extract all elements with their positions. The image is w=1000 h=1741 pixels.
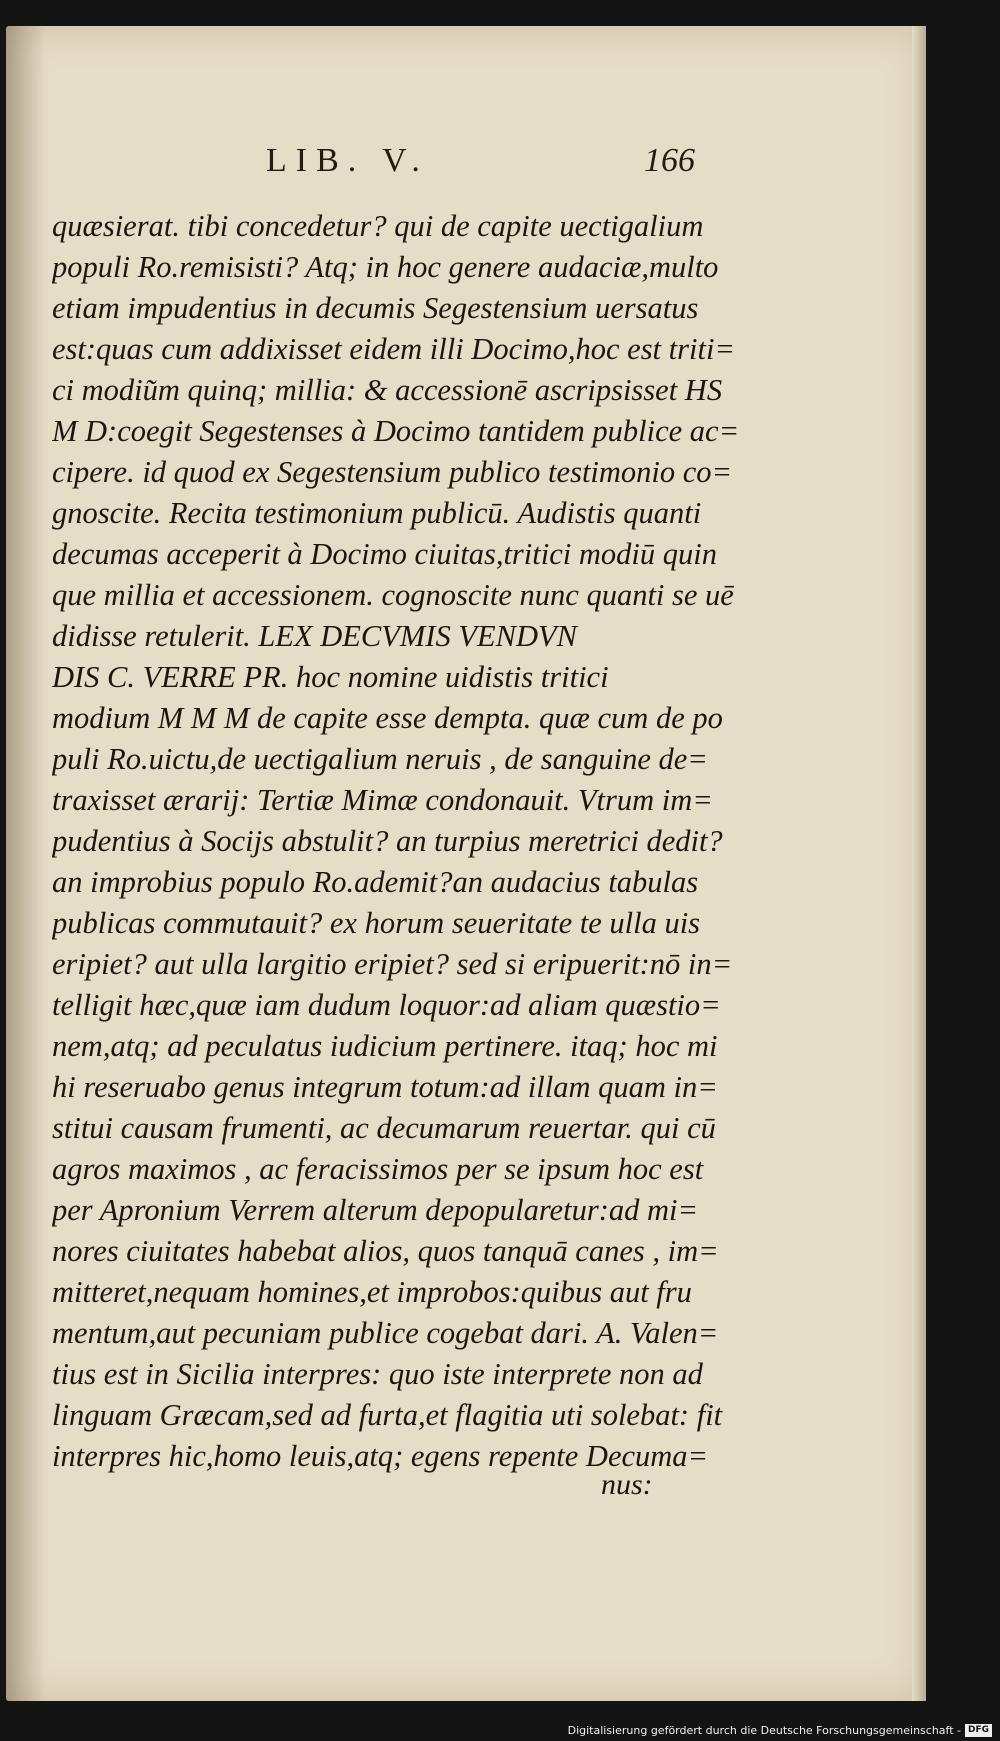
text-line: publicas commutauit? ex horum seueritate te ulla uis [52, 906, 701, 940]
body-text [52, 206, 872, 1477]
text-line: ci modiu͂m quinq; millia: & accessionē ascripsisset HS [52, 373, 723, 407]
page-edge [912, 26, 926, 1701]
text-line: decumas acceperit à Docimo ciuitas,tritici modiū quin [52, 537, 717, 571]
text-line: telligit hæc,quæ iam dudum loquor:ad aliam quæstio= [52, 988, 721, 1022]
text-line: interpres hic,homo leuis,atq; egens repente Decuma= [52, 1439, 709, 1473]
text-line: M D:coegit Segestenses à Docimo tantidem publice ac= [52, 414, 740, 448]
text-line: est:quas cum addixisset eidem illi Docimo,hoc est triti= [52, 332, 736, 366]
text-line: modium M M M de capite esse dempta. quæ cum de po [52, 701, 723, 735]
text-line: didisse retulerit. LEX DECVMIS VENDVN [52, 619, 577, 653]
digitization-credit [568, 1724, 992, 1737]
text-line: nores ciuitates habebat alios, quos tanquā canes , im= [52, 1234, 719, 1268]
text-line: stitui causam frumenti, ac decumarum reuertar. qui cū [52, 1111, 716, 1145]
text-line: nem,atq; ad peculatus iudicium pertinere. itaq; hoc mi [52, 1029, 718, 1063]
catchword: nus: [601, 1468, 653, 1501]
text-line: puli Ro.uictu,de uectigalium neruis , de sanguine de= [52, 742, 708, 776]
text-line: gnoscite. Recita testimonium publicū. Audistis quanti [52, 496, 702, 530]
text-line: etiam impudentius in decumis Segestensium uersatus [52, 291, 699, 325]
text-line: DIS C. VERRE PR. hoc nomine uidistis tritici [52, 660, 609, 694]
text-line: an improbius populo Ro.ademit?an audacius tabulas [52, 865, 699, 899]
text-line: per Apronium Verrem alterum depopularetur:ad mi= [52, 1193, 699, 1227]
spine-shadow [6, 26, 46, 1701]
text-line: populi Ro.remisisti? Atq; in hoc genere audaciæ,multo [52, 250, 719, 284]
text-line: tius est in Sicilia interpres: quo iste interprete non ad [52, 1357, 703, 1391]
page-header [46, 142, 896, 196]
text-line: traxisset ærarij: Tertiæ Mimæ condonauit. Vtrum im= [52, 783, 713, 817]
text-line: mitteret,nequam homines,et improbos:quibus aut fru [52, 1275, 692, 1309]
text-line: que millia et accessionem. cognoscite nunc quanti se uē [52, 578, 734, 612]
text-line: hi reseruabo genus integrum totum:ad illam quam in= [52, 1070, 718, 1104]
credit-text: Digitalisierung gefördert durch die Deutsche Forschungsgemeinschaft - [567, 1724, 961, 1737]
page-number: 166 [644, 142, 695, 179]
text-line: mentum,aut pecuniam publice cogebat dari. A. Valen= [52, 1316, 719, 1350]
book-page [6, 26, 926, 1701]
text-line: cipere. id quod ex Segestensium publico testimonio co= [52, 455, 733, 489]
text-line: agros maximos , ac feracissimos per se ipsum hoc est [52, 1152, 704, 1186]
running-title: LIB. V. [266, 142, 429, 179]
text-line: linguam Græcam,sed ad furta,et flagitia uti solebat: fit [52, 1398, 723, 1432]
text-line: quæsierat. tibi concedetur? qui de capite uectigalium [52, 209, 704, 243]
text-line: eripiet? aut ulla largitio eripiet? sed si eripuerit:nō in= [52, 947, 733, 981]
text-line: pudentius à Socijs abstulit? an turpius meretrici dedit? [52, 824, 723, 858]
dfg-logo: DFG [965, 1724, 992, 1737]
